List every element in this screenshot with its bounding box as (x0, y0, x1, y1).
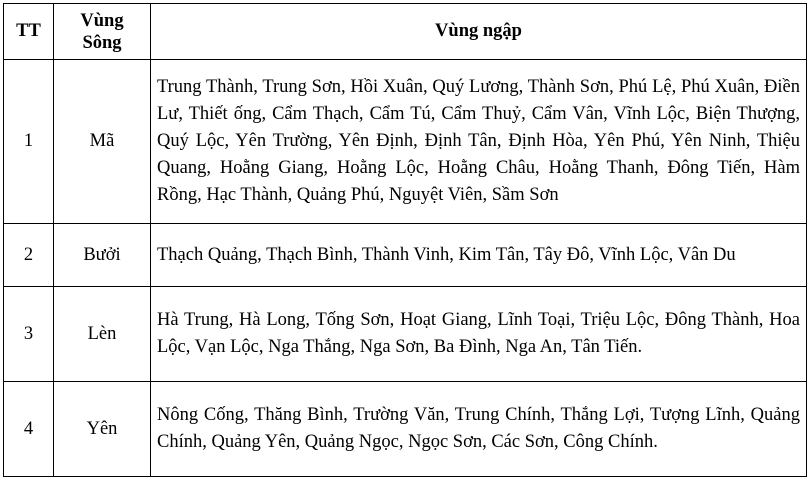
row-river: Yên (54, 382, 151, 477)
row-flooded-areas: Hà Trung, Hà Long, Tống Sơn, Hoạt Giang, Lĩnh Toại, Triệu Lộc, Đông Thành, Hoa Lộc, Vạn Lộc, Nga Thắng, Nga Sơn, Ba Đình, Nga An, Tân Tiến. (151, 287, 807, 382)
header-river-line-1: Vùng (80, 10, 124, 31)
row-river: Bưởi (54, 224, 151, 287)
table-row (4, 382, 807, 477)
flood-zone-table (3, 3, 807, 477)
row-river: Lèn (54, 287, 151, 382)
table-row (4, 224, 807, 287)
header-river-line-2: Sông (82, 32, 122, 53)
header-flooded-areas: Vùng ngập (151, 4, 807, 60)
table-header-row (4, 4, 807, 60)
header-river-zone (54, 4, 151, 60)
header-index: TT (4, 4, 54, 60)
row-index: 2 (4, 224, 54, 287)
row-flooded-areas: Nông Cống, Thăng Bình, Trường Văn, Trung Chính, Thắng Lợi, Tượng Lĩnh, Quảng Chính, Quảng Yên, Quảng Ngọc, Ngọc Sơn, Các Sơn, Công Chính. (151, 382, 807, 477)
row-river: Mã (54, 60, 151, 224)
row-index: 4 (4, 382, 54, 477)
table-row (4, 287, 807, 382)
table-row (4, 60, 807, 224)
row-index: 3 (4, 287, 54, 382)
row-index: 1 (4, 60, 54, 224)
row-flooded-areas: Trung Thành, Trung Sơn, Hồi Xuân, Quý Lương, Thành Sơn, Phú Lệ, Phú Xuân, Điền Lư, Thiết ống, Cẩm Thạch, Cẩm Tú, Cẩm Thuỷ, Cẩm Vân, Vĩnh Lộc, Biện Thượng, Quý Lộc, Yên Trường, Yên Định, Định Tân, Định Hòa, Yên Phú, Yên Ninh, Thiệu Quang, Hoằng Giang, Hoằng Lộc, Hoằng Châu, Hoằng Thanh, Đông Tiến, Hàm Rồng, Hạc Thành, Quảng Phú, Nguyệt Viên, Sầm Sơn (151, 60, 807, 224)
row-flooded-areas: Thạch Quảng, Thạch Bình, Thành Vinh, Kim Tân, Tây Đô, Vĩnh Lộc, Vân Du (151, 224, 807, 287)
